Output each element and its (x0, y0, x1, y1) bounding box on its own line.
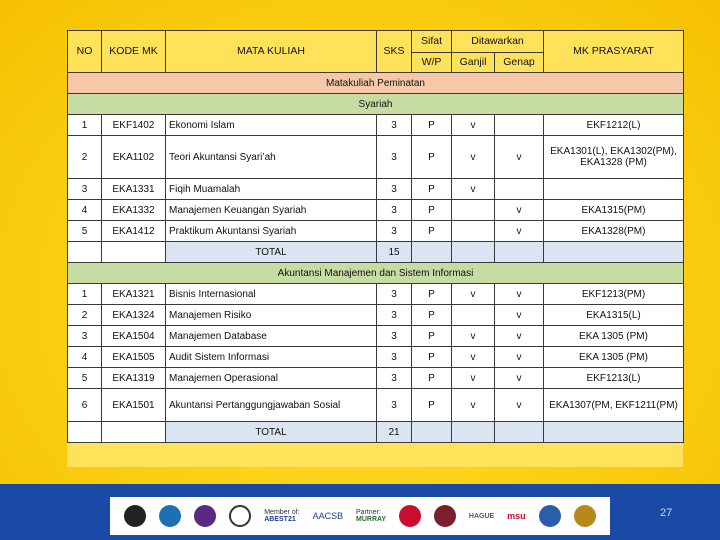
cell-genap: v (495, 368, 544, 389)
cell-genap: v (495, 200, 544, 221)
cell-ganjil (452, 200, 495, 221)
cell-no: 4 (68, 347, 102, 368)
cell-ganjil (452, 221, 495, 242)
cell-no: 5 (68, 221, 102, 242)
abest21-label: ABEST21 (264, 516, 296, 523)
gold-seal-icon (574, 505, 596, 527)
cell-mk: Praktikum Akuntansi Syariah (166, 221, 377, 242)
cell-sks: 3 (377, 179, 412, 200)
cell-prasyarat: EKF1213(L) (544, 368, 684, 389)
cell-ganjil: v (452, 284, 495, 305)
cell-sks: 3 (377, 200, 412, 221)
group-title: Akuntansi Manajemen dan Sistem Informasi (68, 263, 684, 284)
peminatan-label: Matakuliah Peminatan (68, 73, 684, 94)
cell-sks: 3 (377, 115, 412, 136)
col-ditawarkan: Ditawarkan (452, 31, 544, 53)
partner-label: Partner: (356, 509, 381, 516)
cell-no: 3 (68, 326, 102, 347)
cell-wp: P (412, 368, 452, 389)
col-genap: Genap (495, 53, 544, 73)
cell-no: 2 (68, 305, 102, 326)
col-prasyarat: MK PRASYARAT (544, 31, 684, 73)
cell-mk: Bisnis Internasional (166, 284, 377, 305)
cell-genap: v (495, 136, 544, 179)
cell-genap: v (495, 221, 544, 242)
cell-sks: 3 (377, 284, 412, 305)
cell-mk: Audit Sistem Informasi (166, 347, 377, 368)
cell-wp: P (412, 305, 452, 326)
col-ganjil: Ganjil (452, 53, 495, 73)
cell-wp: P (412, 221, 452, 242)
cell-ganjil: v (452, 389, 495, 422)
cell-kode: EKA1331 (102, 179, 166, 200)
cell-kode: EKA1324 (102, 305, 166, 326)
abest21-logo (264, 509, 299, 523)
col-wp: W/P (412, 53, 452, 73)
cell-wp: P (412, 326, 452, 347)
cell-genap (495, 179, 544, 200)
cell-prasyarat: EKA 1305 (PM) (544, 347, 684, 368)
cell-kode: EKF1402 (102, 115, 166, 136)
cell-wp: P (412, 179, 452, 200)
cell-no: 3 (68, 179, 102, 200)
cell-sks: 3 (377, 326, 412, 347)
cell-no: 2 (68, 136, 102, 179)
table-row (68, 284, 684, 305)
cell-prasyarat: EKF1213(PM) (544, 284, 684, 305)
cell-mk: Manajemen Keuangan Syariah (166, 200, 377, 221)
cell-kode: EKA1102 (102, 136, 166, 179)
col-no: NO (68, 31, 102, 73)
cell-prasyarat: EKA1301(L), EKA1302(PM), EKA1328 (PM) (544, 136, 684, 179)
cell-sks: 3 (377, 347, 412, 368)
table-row (68, 326, 684, 347)
cell-no: 4 (68, 200, 102, 221)
partner-seal-icon (539, 505, 561, 527)
cell-ganjil: v (452, 326, 495, 347)
cell-prasyarat: EKA1307(PM, EKF1211(PM) (544, 389, 684, 422)
cell-sks: 3 (377, 221, 412, 242)
group-title: Syariah (68, 94, 684, 115)
cell-ganjil: v (452, 179, 495, 200)
cell-ganjil (452, 305, 495, 326)
col-sifat: Sifat (412, 31, 452, 53)
table-row (68, 221, 684, 242)
cell-kode: EKA1319 (102, 368, 166, 389)
cell-mk: Manajemen Risiko (166, 305, 377, 326)
cell-mk: Manajemen Operasional (166, 368, 377, 389)
cell-kode: EKA1412 (102, 221, 166, 242)
table-row (68, 368, 684, 389)
cell-genap: v (495, 284, 544, 305)
course-table-container (67, 30, 683, 467)
cell-kode: EKA1501 (102, 389, 166, 422)
cell-wp: P (412, 389, 452, 422)
table-row (68, 179, 684, 200)
cell-mk: Fiqih Muamalah (166, 179, 377, 200)
certification-logo-icon (229, 505, 251, 527)
cell-prasyarat: EKA1315(L) (544, 305, 684, 326)
cell-wp: P (412, 200, 452, 221)
murray-logo (356, 509, 386, 523)
hague-logo: HAGUE (468, 512, 495, 520)
cell-no: 1 (68, 115, 102, 136)
table-row (68, 115, 684, 136)
murray-label: MURRAY (356, 516, 387, 523)
cell-prasyarat: EKF1212(L) (544, 115, 684, 136)
university-seal-icon (124, 505, 146, 527)
partner-logo-strip (110, 497, 610, 535)
cell-mk: Akuntansi Pertanggungjawaban Sosial (166, 389, 377, 422)
cell-ganjil: v (452, 347, 495, 368)
total-sks: 15 (377, 242, 412, 263)
cell-sks: 3 (377, 368, 412, 389)
cell-no: 5 (68, 368, 102, 389)
cell-sks: 3 (377, 389, 412, 422)
cell-prasyarat: EKA1328(PM) (544, 221, 684, 242)
col-sks: SKS (377, 31, 412, 73)
total-label: TOTAL (166, 422, 377, 443)
cell-wp: P (412, 136, 452, 179)
cell-genap: v (495, 326, 544, 347)
globe-logo-icon (159, 505, 181, 527)
table-row (68, 200, 684, 221)
cell-no: 1 (68, 284, 102, 305)
col-kode-mk: KODE MK (102, 31, 166, 73)
partner-crest-icon (399, 505, 421, 527)
cell-wp: P (412, 284, 452, 305)
table-row (68, 347, 684, 368)
cell-prasyarat (544, 179, 684, 200)
table-row (68, 305, 684, 326)
cell-kode: EKA1332 (102, 200, 166, 221)
total-sks: 21 (377, 422, 412, 443)
cell-wp: P (412, 115, 452, 136)
cell-prasyarat: EKA 1305 (PM) (544, 326, 684, 347)
total-row (68, 242, 684, 263)
cell-mk: Manajemen Database (166, 326, 377, 347)
cell-kode: EKA1504 (102, 326, 166, 347)
table-row (68, 389, 684, 422)
total-label: TOTAL (166, 242, 377, 263)
table-row (68, 136, 684, 179)
cell-kode: EKA1505 (102, 347, 166, 368)
cell-kode: EKA1321 (102, 284, 166, 305)
cell-no: 6 (68, 389, 102, 422)
cell-ganjil: v (452, 136, 495, 179)
cell-mk: Ekonomi Islam (166, 115, 377, 136)
course-table (67, 30, 684, 443)
cell-ganjil: v (452, 368, 495, 389)
cell-sks: 3 (377, 136, 412, 179)
cell-genap: v (495, 389, 544, 422)
aacsb-logo: AACSB (312, 511, 344, 521)
cell-genap (495, 115, 544, 136)
member-of-label: Member of: (264, 509, 300, 516)
total-row (68, 422, 684, 443)
msu-logo: msu (507, 511, 526, 521)
page-number: 27 (660, 507, 673, 519)
cell-sks: 3 (377, 305, 412, 326)
cell-mk: Teori Akuntansi Syari’ah (166, 136, 377, 179)
crest-logo-icon (194, 505, 216, 527)
usm-logo-icon (434, 505, 456, 527)
cell-prasyarat: EKA1315(PM) (544, 200, 684, 221)
cell-genap: v (495, 347, 544, 368)
col-mata-kuliah: MATA KULIAH (166, 31, 377, 73)
cell-ganjil: v (452, 115, 495, 136)
cell-wp: P (412, 347, 452, 368)
cell-genap: v (495, 305, 544, 326)
